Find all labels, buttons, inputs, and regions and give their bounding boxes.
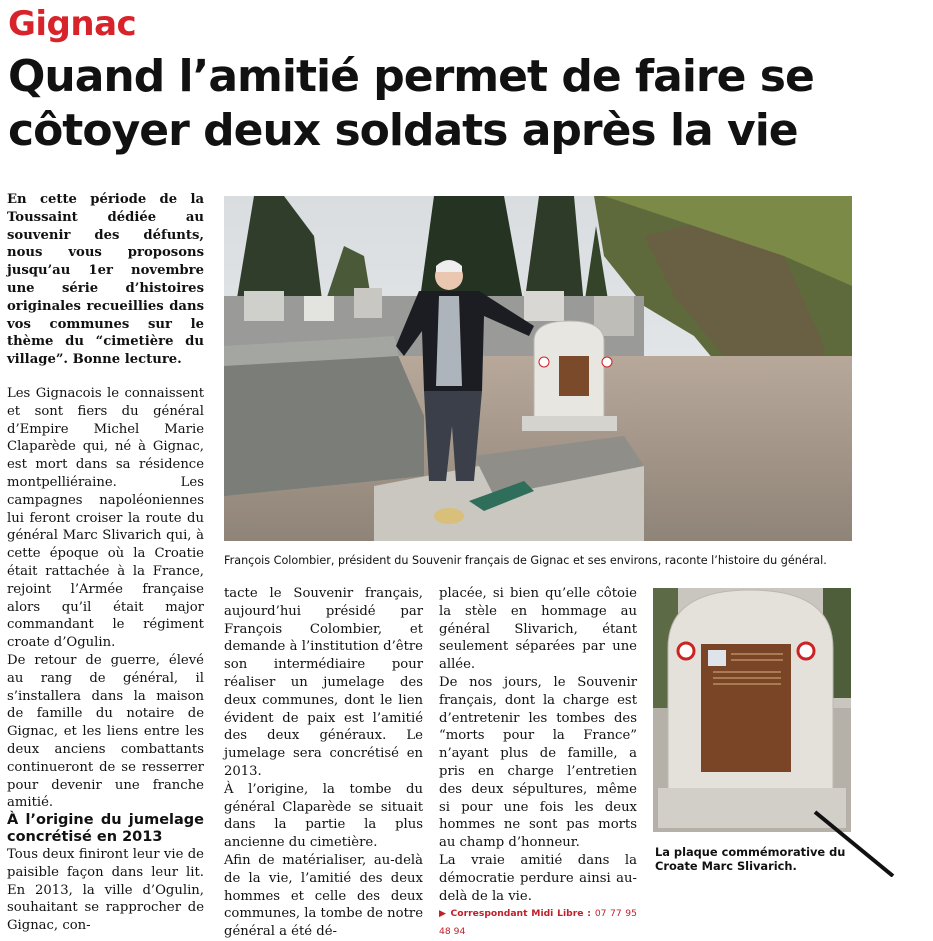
plaque-photo <box>653 588 851 832</box>
plaque-photo-caption: La plaque commémorative du Croate Marc Slivarich. <box>655 845 846 873</box>
body-paragraph: Afin de matérialiser, au-delà de la vie, l’amitié des deux hommes et celle des deux communes, la tombe de notre général a été dé- <box>224 852 424 940</box>
column-1 <box>7 191 204 935</box>
corner-diagonal-line <box>813 810 933 877</box>
correspondent-label: ▶ Correspondant Midi Libre : <box>439 908 591 920</box>
intro-paragraph: En cette période de la Toussaint dédiée au souvenir des défunts, nous vous proposons jusqu’au 1er novembre une série d’histoires originales recueillies dans vos communes sur le thème du “cimetière du village”. Bonne lecture. <box>7 192 204 368</box>
body-paragraph: La vraie amitié dans la démocratie perdure ainsi au-delà de la vie. <box>439 852 637 904</box>
body-paragraph: Tous deux finiront leur vie de paisible façon dans leur lit. En 2013, la ville d’Ogulin, souhaitant se rapprocher de Gignac, con- <box>7 847 204 934</box>
correspondent-line <box>439 905 637 941</box>
section-subhead: À l’origine du jumelage concrétisé en 2013 <box>7 812 204 846</box>
correspondent-phone: 07 77 95 48 94 <box>439 908 637 938</box>
body-paragraph: placée, si bien qu’elle côtoie la stèle en hommage au général Slivarich, étant seulement séparées par une allée. <box>439 586 637 673</box>
plaque-photo-image <box>653 588 851 832</box>
body-paragraph: À l’origine, la tombe du général Claparède se situait dans la partie la plus ancienne du cimetière. <box>224 781 423 851</box>
body-paragraph: De nos jours, le Souvenir français, dont la charge est d’entretenir les tombes des “morts pour la France” n’ayant plus de famille, a pris en charge l’entretien des deux sépultures, même si pour une fois les deux hommes ne sont pas morts au champ d’honneur. <box>439 674 637 851</box>
cemetery-photo-image <box>224 196 852 541</box>
body-paragraph: De retour de guerre, élevé au rang de général, il s’installera dans la maison de famille du notaire de Gignac, et les liens entre les deux anciens combattants continueront de se resserrer pour devenir une franche amitié. <box>7 652 204 811</box>
column-2 <box>224 585 423 941</box>
main-photo-caption: François Colombier, président du Souvenir français de Gignac et ses environs, raconte l’histoire du général. <box>224 554 827 567</box>
column-3 <box>439 585 637 941</box>
article-headline: Quand l’amitié permet de faire se côtoyer deux soldats après la vie <box>8 51 814 156</box>
body-paragraph: tacte le Souvenir français, aujourd’hui présidé par François Colombier, et demande à l’institution d’être son intermédiaire pour réaliser un jumelage des deux communes, dont le lien évident de paix est l’amitié des deux généraux. Le jumelage sera concrétisé en 2013. <box>224 586 423 779</box>
body-paragraph: Les Gignacois le connaissent et sont fiers du général d’Empire Michel Marie Claparède qui, né à Gignac, est mort dans sa résidence montpelliéraine. Les campagnes napoléoniennes lui feront croiser la route du général Marc Slivarich qui, à cette époque où la Croatie était rattachée à la France, rejoint l’Armée française alors qu’il était major commandant le régiment croate d’Ogulin. <box>7 385 204 651</box>
section-kicker: Gignac <box>8 4 137 44</box>
main-photo-cemetery <box>224 196 852 541</box>
